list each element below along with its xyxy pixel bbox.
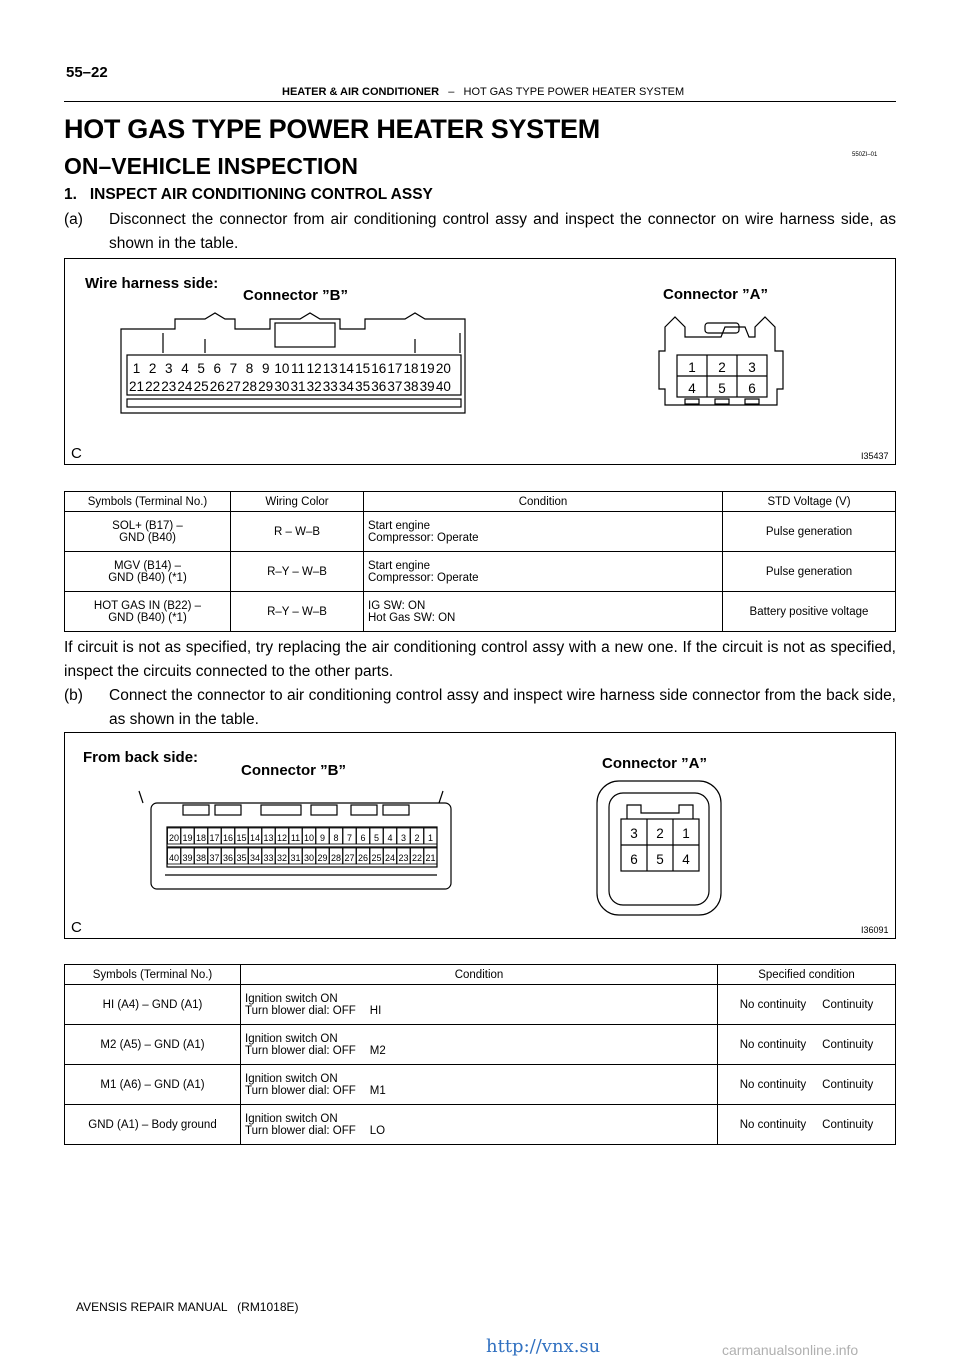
pin-b-8: 8	[245, 361, 254, 376]
figure-back-side	[64, 732, 896, 939]
paragraph-a-text: Disconnect the connector from air conditioning control assy and inspect the connector on wire harness side, as shown in the table.	[109, 211, 896, 252]
pin-b-27: 27	[225, 379, 241, 394]
pin-b-15: 15	[355, 361, 371, 376]
cell-condition: Ignition switch ON Turn blower dial: OFF M2	[241, 1025, 718, 1065]
cell-symbol: M2 (A5) – GND (A1)	[65, 1025, 241, 1065]
watermark-site: carmanualsonline.info	[722, 1342, 859, 1358]
figure1-id: I35437	[861, 451, 889, 461]
pin-a-1: 1	[688, 360, 696, 375]
pin-b-31: 31	[290, 379, 306, 394]
cell-value: Pulse generation	[723, 552, 896, 592]
pin-b-back-20: 20	[168, 833, 180, 843]
pin-b-back-13: 13	[263, 833, 274, 843]
pin-b-back-23: 23	[398, 853, 409, 863]
pin-a-back-6: 6	[630, 852, 638, 867]
pin-b-21: 21	[128, 379, 145, 394]
pin-b-back-14: 14	[249, 833, 261, 843]
pin-b-33: 33	[322, 379, 338, 394]
pin-b-20: 20	[435, 361, 451, 376]
pin-b-1: 1	[132, 361, 141, 376]
table-row	[65, 512, 896, 552]
cell-color: R–Y – W–B	[231, 592, 364, 632]
pin-b-back-35: 35	[236, 853, 247, 863]
cell-symbol: HOT GAS IN (B22) – GND (B40) (*1)	[65, 592, 231, 632]
pin-b-back-25: 25	[371, 853, 382, 863]
table-row	[65, 1065, 896, 1105]
doc-code: 550ZI–01	[852, 152, 878, 158]
running-header	[282, 86, 684, 98]
cell-condition: IG SW: ON Hot Gas SW: ON	[364, 592, 723, 632]
figure1-drawing	[65, 259, 895, 464]
pin-b-30: 30	[274, 379, 290, 394]
pin-b-back-31: 31	[290, 853, 301, 863]
pin-b-40: 40	[435, 379, 451, 394]
pin-b-32: 32	[306, 379, 322, 394]
watermark-link[interactable]: http://vnx.su	[486, 1336, 601, 1357]
paragraph-b-text: Connect the connector to air conditioning control assy and inspect wire harness side connector from the back side, as shown in the table.	[109, 687, 896, 728]
pin-a-2: 2	[718, 360, 726, 375]
pin-a-back-4: 4	[682, 852, 690, 867]
pin-a-4: 4	[688, 381, 696, 396]
table-row	[65, 552, 896, 592]
pin-b-back-2: 2	[414, 833, 420, 843]
pin-b-17: 17	[387, 361, 403, 376]
pin-b-back-37: 37	[209, 853, 220, 863]
page-title: HOT GAS TYPE POWER HEATER SYSTEM	[64, 114, 600, 144]
pin-b-5: 5	[197, 361, 205, 376]
pin-b-back-12: 12	[276, 833, 288, 843]
cell-value: Battery positive voltage	[723, 592, 896, 632]
pin-a-back-3: 3	[630, 826, 638, 841]
cell-spec: No continuity Continuity	[718, 1065, 896, 1105]
figure2-corner-mark: C	[71, 919, 82, 936]
pin-b-back-40: 40	[168, 853, 180, 863]
connector-b-bottom-pins	[129, 379, 451, 394]
pin-b-10: 10	[274, 361, 290, 376]
pin-b-18: 18	[403, 361, 419, 376]
pin-b-back-4: 4	[387, 833, 393, 843]
header-condition: Condition	[241, 965, 718, 985]
figure-wire-harness-side	[64, 258, 896, 465]
table-header-row	[65, 965, 896, 985]
pin-b-back-1: 1	[427, 833, 434, 843]
pin-b-12: 12	[306, 361, 322, 376]
pin-b-39: 39	[419, 379, 435, 394]
paragraph-a	[64, 208, 896, 256]
header-rule	[64, 101, 896, 102]
pin-b-back-10: 10	[303, 833, 315, 843]
header-symbols: Symbols (Terminal No.)	[65, 965, 241, 985]
pin-b-13: 13	[322, 361, 338, 376]
figure2-label: From back side:	[83, 749, 199, 766]
connector-a-back-pins	[630, 826, 690, 867]
cell-spec: No continuity Continuity	[718, 985, 896, 1025]
table-row	[65, 1105, 896, 1145]
header-separator: –	[448, 86, 455, 98]
pin-b-back-3: 3	[400, 833, 407, 843]
paragraph-a-label: (a)	[64, 211, 83, 228]
pin-b-back-24: 24	[384, 853, 396, 863]
pin-b-back-11: 11	[290, 833, 301, 843]
pin-a-back-5: 5	[656, 852, 664, 867]
page-number: 55–22	[66, 64, 108, 81]
pin-b-26: 26	[209, 379, 225, 394]
figure2-drawing	[65, 733, 895, 938]
pin-b-7: 7	[229, 361, 238, 376]
pin-a-6: 6	[748, 381, 756, 396]
pin-b-23: 23	[161, 379, 177, 394]
pin-a-5: 5	[718, 381, 726, 396]
cell-symbol: M1 (A6) – GND (A1)	[65, 1065, 241, 1105]
pin-b-34: 34	[338, 379, 354, 394]
pin-b-19: 19	[419, 361, 435, 376]
header-std-voltage: STD Voltage (V)	[723, 492, 896, 512]
table-row	[65, 592, 896, 632]
pin-b-back-27: 27	[344, 853, 355, 863]
figure1-label: Wire harness side:	[85, 275, 219, 292]
pin-b-back-18: 18	[195, 833, 207, 843]
pin-b-back-29: 29	[317, 853, 328, 863]
connector-a-pins	[688, 360, 756, 396]
figure2-id: I36091	[861, 925, 889, 935]
connector-b-back-bottom-pins	[168, 848, 438, 864]
cell-condition: Start engine Compressor: Operate	[364, 512, 723, 552]
cell-spec: No continuity Continuity	[718, 1105, 896, 1145]
pin-b-back-15: 15	[236, 833, 247, 843]
header-symbols: Symbols (Terminal No.)	[65, 492, 231, 512]
section-title: HEATER & AIR CONDITIONER	[282, 86, 440, 98]
pin-b-9: 9	[261, 361, 270, 376]
pin-b-38: 38	[403, 379, 419, 394]
pin-b-14: 14	[338, 361, 354, 376]
pin-b-back-17: 17	[209, 833, 220, 843]
header-specified: Specified condition	[718, 965, 896, 985]
cell-value: Pulse generation	[723, 512, 896, 552]
pin-b-back-22: 22	[411, 853, 423, 863]
pin-b-back-6: 6	[360, 833, 366, 843]
pin-b-6: 6	[213, 361, 222, 376]
pin-b-28: 28	[242, 379, 258, 394]
figure1-connector-b-label: Connector ”B”	[243, 287, 348, 304]
cell-color: R–Y – W–B	[231, 552, 364, 592]
continuity-table	[64, 964, 896, 1145]
pin-b-back-16: 16	[222, 833, 234, 843]
pin-b-back-36: 36	[222, 853, 234, 863]
pin-b-29: 29	[258, 379, 274, 394]
figure1-corner-mark: C	[71, 445, 82, 462]
paragraph-b-label: (b)	[64, 687, 83, 704]
pin-b-back-30: 30	[303, 853, 315, 863]
pin-b-back-21: 21	[425, 853, 436, 863]
cell-condition: Ignition switch ON Turn blower dial: OFF LO	[241, 1105, 718, 1145]
subsection-title: HOT GAS TYPE POWER HEATER SYSTEM	[463, 86, 685, 98]
pin-b-11: 11	[290, 361, 306, 376]
pin-b-16: 16	[371, 361, 387, 376]
table-header-row	[65, 492, 896, 512]
pin-a-back-2: 2	[656, 826, 664, 841]
pin-b-22: 22	[145, 379, 161, 394]
pin-b-back-38: 38	[195, 853, 207, 863]
cell-condition: Ignition switch ON Turn blower dial: OFF M1	[241, 1065, 718, 1105]
pin-a-back-1: 1	[682, 826, 690, 841]
connector-a-back-housing-icon	[597, 781, 721, 915]
pin-b-back-32: 32	[276, 853, 288, 863]
header-wiring-color: Wiring Color	[231, 492, 364, 512]
pin-b-3: 3	[165, 361, 173, 376]
pin-b-back-26: 26	[357, 853, 369, 863]
pin-b-back-8: 8	[333, 833, 339, 843]
cell-symbol: MGV (B14) – GND (B40) (*1)	[65, 552, 231, 592]
section-subtitle: ON–VEHICLE INSPECTION	[64, 153, 358, 179]
pin-b-back-39: 39	[182, 853, 193, 863]
connector-b-top-pins	[133, 361, 451, 376]
pin-b-35: 35	[355, 379, 371, 394]
pin-b-back-19: 19	[182, 833, 193, 843]
pin-a-3: 3	[748, 360, 756, 375]
cell-condition: Ignition switch ON Turn blower dial: OFF HI	[241, 985, 718, 1025]
pin-b-4: 4	[181, 361, 189, 376]
figure1-connector-a-label: Connector ”A”	[663, 286, 768, 303]
connector-b-back-top-pins	[168, 828, 438, 844]
footer-text: AVENSIS REPAIR MANUAL (RM1018E)	[76, 1300, 299, 1314]
pin-b-25: 25	[193, 379, 209, 394]
figure2-connector-b-label: Connector ”B”	[241, 762, 346, 779]
cell-symbol: GND (A1) – Body ground	[65, 1105, 241, 1145]
cell-condition: Start engine Compressor: Operate	[364, 552, 723, 592]
cell-symbol: HI (A4) – GND (A1)	[65, 985, 241, 1025]
pin-b-37: 37	[387, 379, 403, 394]
table-row	[65, 985, 896, 1025]
pin-b-36: 36	[371, 379, 387, 394]
pin-b-back-33: 33	[263, 853, 274, 863]
pin-b-2: 2	[148, 361, 157, 376]
pin-b-24: 24	[177, 379, 193, 394]
cell-color: R – W–B	[231, 512, 364, 552]
paragraph-circuit: If circuit is not as specified, try replacing the air conditioning control assy with a new one. If the circuit is not as specified, inspect the circuits connected to the other parts.	[64, 639, 896, 680]
cell-spec: No continuity Continuity	[718, 1025, 896, 1065]
pin-b-back-34: 34	[249, 853, 261, 863]
header-condition: Condition	[364, 492, 723, 512]
voltage-table	[64, 491, 896, 632]
step-1-heading: 1. INSPECT AIR CONDITIONING CONTROL ASSY	[64, 186, 433, 203]
paragraph-b	[64, 684, 896, 732]
pin-b-back-5: 5	[373, 833, 380, 843]
figure2-connector-a-label: Connector ”A”	[602, 755, 707, 772]
pin-b-back-9: 9	[319, 833, 326, 843]
cell-symbol: SOL+ (B17) – GND (B40)	[65, 512, 231, 552]
table-row	[65, 1025, 896, 1065]
pin-b-back-28: 28	[330, 853, 342, 863]
pin-b-back-7: 7	[346, 833, 353, 843]
